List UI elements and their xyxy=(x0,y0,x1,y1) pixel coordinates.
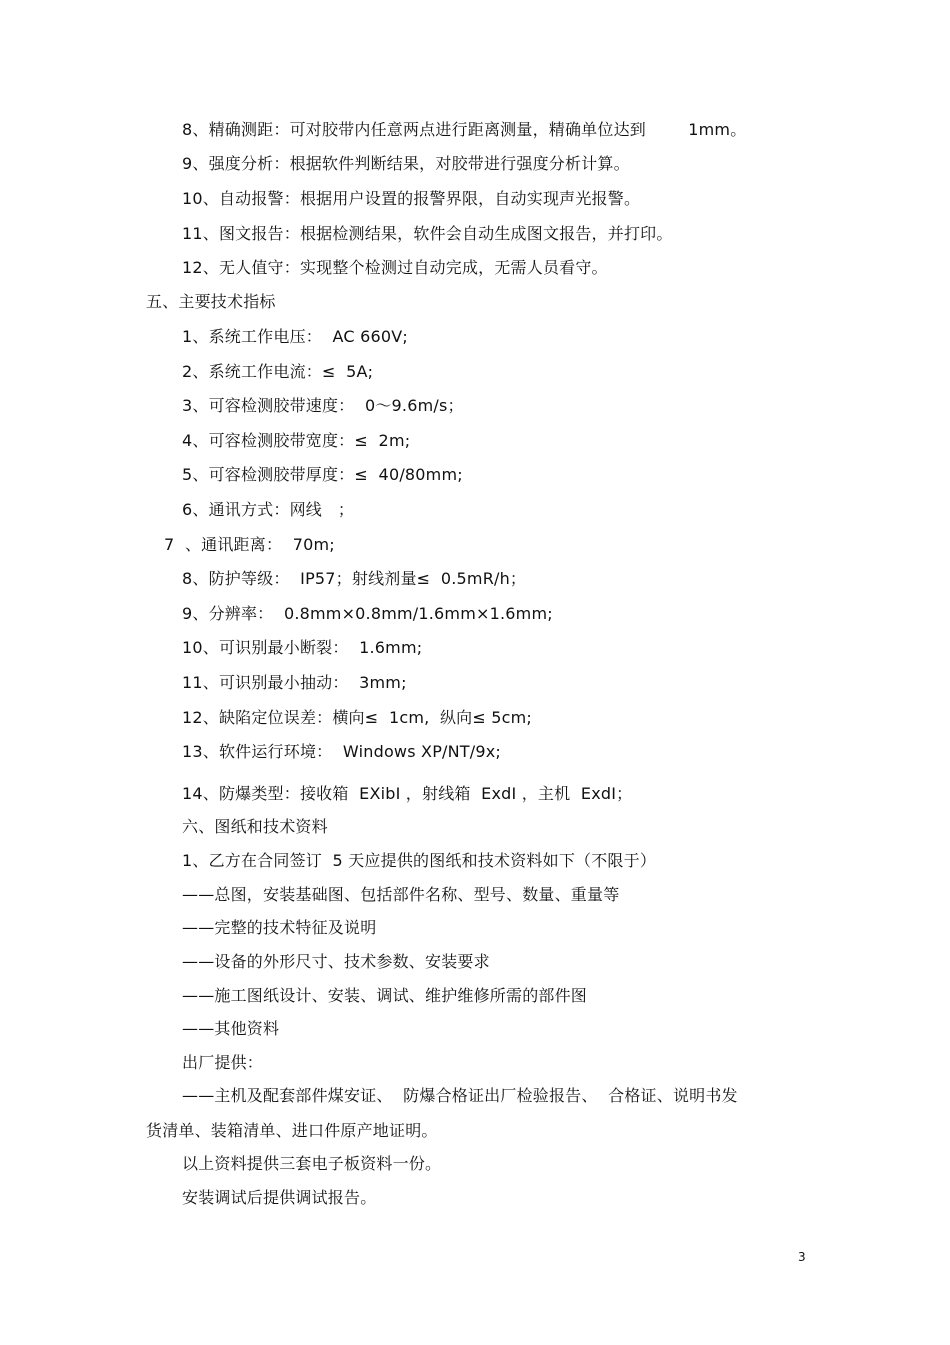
text-line: 9、强度分析：根据软件判断结果，对胶带进行强度分析计算。 xyxy=(182,154,630,173)
text-line: 出厂提供： xyxy=(182,1053,264,1072)
text-line: 10、自动报警：根据用户设置的报警界限，自动实现声光报警。 xyxy=(182,189,641,208)
text-line: 14、防爆类型：接收箱 EXibI ，射线箱 ExdI ，主机 ExdI； xyxy=(182,784,633,803)
text-line: 8、防护等级： IP57；射线剂量≤ 0.5mR/h； xyxy=(182,569,527,588)
text-line: ——施工图纸设计、安装、调试、维护维修所需的部件图 xyxy=(182,986,588,1005)
text-line: ——总图，安装基础图、包括部件名称、型号、数量、重量等 xyxy=(182,885,620,904)
text-line: ——完整的技术特征及说明 xyxy=(182,918,377,937)
text-line: 4、可容检测胶带宽度：≤ 2m; xyxy=(182,431,411,450)
section-heading: 六、图纸和技术资料 xyxy=(182,817,328,836)
section-heading: 五、主要技术指标 xyxy=(146,292,276,311)
text-line: 5、可容检测胶带厚度：≤ 40/80mm; xyxy=(182,465,463,484)
text-line: 11、可识别最小抽动： 3mm; xyxy=(182,673,407,692)
text-line: 1、乙方在合同签订 5 天应提供的图纸和技术资料如下（不限于） xyxy=(182,851,657,870)
text-line: 12、无人值守：实现整个检测过自动完成，无需人员看守。 xyxy=(182,258,608,277)
text-line: ——其他资料 xyxy=(182,1019,280,1038)
page-number: 3 xyxy=(798,1250,806,1264)
text-line: 11、图文报告：根据检测结果，软件会自动生成图文报告，并打印。 xyxy=(182,224,673,243)
text-line: 3、可容检测胶带速度： 0～9.6m/s； xyxy=(182,396,464,415)
text-line: 1、系统工作电压： AC 660V; xyxy=(182,327,408,346)
text-line: 10、可识别最小断裂： 1.6mm; xyxy=(182,638,423,657)
text-line: 6、通讯方式：网线 ； xyxy=(182,500,355,519)
text-line: 12、缺陷定位误差：横向≤ 1cm, 纵向≤ 5cm; xyxy=(182,708,533,727)
text-line: 7 、通讯距离： 70m; xyxy=(164,535,335,554)
text-line: 以上资料提供三套电子板资料一份。 xyxy=(182,1154,442,1173)
text-line: 13、软件运行环境： Windows XP/NT/9x; xyxy=(182,742,502,761)
text-line: 9、分辨率： 0.8mm×0.8mm/1.6mm×1.6mm; xyxy=(182,604,553,623)
text-line: ——主机及配套部件煤安证、 防爆合格证出厂检验报告、 合格证、说明书发 xyxy=(182,1086,738,1105)
text-line: 货清单、装箱清单、进口件原产地证明。 xyxy=(146,1121,438,1140)
text-line: 8、精确测距：可对胶带内任意两点进行距离测量，精确单位达到 1mm。 xyxy=(182,120,747,139)
text-line: 安装调试后提供调试报告。 xyxy=(182,1188,377,1207)
text-line: ——设备的外形尺寸、技术参数、安装要求 xyxy=(182,952,490,971)
text-line: 2、系统工作电流：≤ 5A; xyxy=(182,362,374,381)
